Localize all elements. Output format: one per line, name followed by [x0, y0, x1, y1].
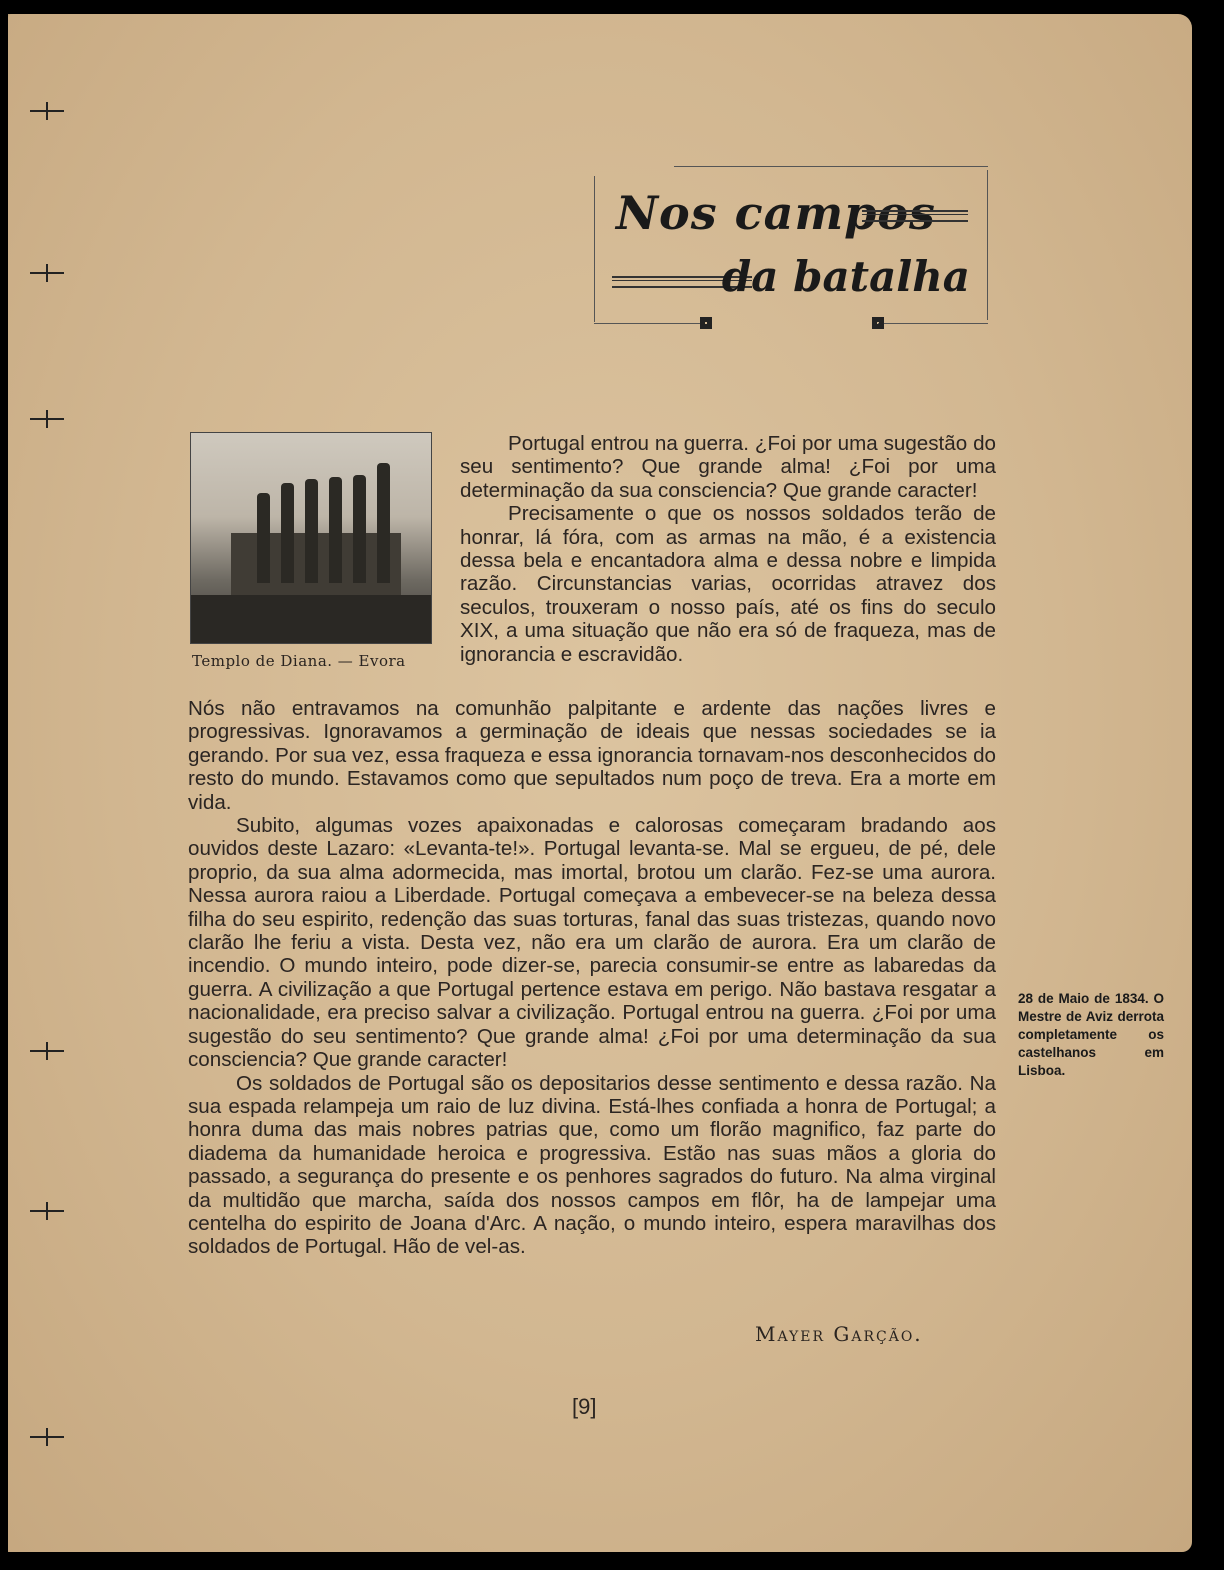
ornament	[872, 317, 884, 329]
binding-tick	[30, 418, 64, 420]
heading-line-2: da batalha	[721, 252, 970, 301]
sidebar-note: 28 de Maio de 1834. O Mestre de Aviz derrota completamente os castelhanos em Lisboa.	[1018, 991, 1164, 1078]
paragraph: Os soldados de Portugal são os depositarios desse sentimento e dessa razão. Na sua espada relampeja um raio de luz divina. Está-lhes confiada a honra de Portugal; a honra duma das mais nobres patrias que, como um florão magnifico, faz parte do diadema da humanidade heroica e progressiva. Estão nas suas mãos a gloria do passado, a segurança do presente e os penhores sagrados do futuro. Na alma virginal da multidão que marcha, saída dos nossos campos em flôr, ha de lampejar uma centelha do espirito de Joana d'Arc. A nação, o mundo inteiro, espera maravilhas dos soldados de Portugal. Hão de vel-as.	[188, 1071, 996, 1259]
article-column-body	[188, 697, 996, 1259]
binding-tick	[30, 1436, 64, 1438]
article-column-top	[460, 432, 996, 666]
binding-tick	[30, 272, 64, 274]
temple-photo	[190, 432, 432, 644]
binding-tick	[30, 1050, 64, 1052]
binding-tick	[30, 1210, 64, 1212]
photo-caption: Templo de Diana. — Evora	[192, 652, 406, 670]
author-signature: Mayer Garção.	[755, 1322, 923, 1346]
paragraph: Subito, algumas vozes apaixonadas e calorosas começaram bradando aos ouvidos deste Lazaro: «Levanta-te!». Portugal levanta-se. Mal se ergueu, de pé, dele proprio, da sua alma adormecida, mas imortal, brotou um clarão. Fez-se uma aurora. Nessa aurora raiou a Liberdade. Portugal começava a embevecer-se na beleza dessa filha do seu espirito, redenção das suas torturas, fanal das suas tristezas, quando novo clarão lhe feriu a vista. Desta vez, não era um clarão de aurora. Era um clarão de incendio. O mundo inteiro, pode dizer-se, parecia consumir-se entre as labaredas da guerra. A civilização a que Portugal pertence estava em perigo. Não bastava resgatar a nacionalidade, era preciso salvar a civilização. Portugal entrou na guerra. ¿Foi por uma sugestão do seu sentimento? Que grande alma! ¿Foi por uma determinação da sua consciencia? Que grande caracter!	[188, 814, 996, 1072]
page-number: [9]	[572, 1394, 597, 1419]
article-heading-box	[594, 166, 988, 328]
heading-rule	[862, 210, 968, 222]
paragraph: Portugal entrou na guerra. ¿Foi por uma sugestão do seu sentimento? Que grande alma! ¿Foi por uma determinação da sua consciencia? Que grande caracter!	[460, 432, 996, 502]
paragraph: Precisamente o que os nossos soldados terão de honrar, lá fóra, com as armas na mão, é a existencia dessa bela e encantadora alma e dessa nobre e limpida razão. Circunstancias varias, ocorridas atravez dos seculos, trouxeram o nosso país, até os fins do seculo XIX, a uma situação que não era só de fraqueza, mas de ignorancia e escravidão.	[460, 502, 996, 666]
ornament	[700, 317, 712, 329]
heading-line-1: Nos campos	[616, 186, 936, 240]
paragraph: Nós não entravamos na comunhão palpitante e ardente das nações livres e progressivas. Ignoravamos a germinação de ideais que nessas sociedades se ia gerando. Por sua vez, essa fraqueza e essa ignorancia tornavam-nos desconhecidos do resto do mundo. Estavamos como que sepultados num poço de treva. Era a morte em vida.	[188, 697, 996, 814]
binding-tick	[30, 110, 64, 112]
